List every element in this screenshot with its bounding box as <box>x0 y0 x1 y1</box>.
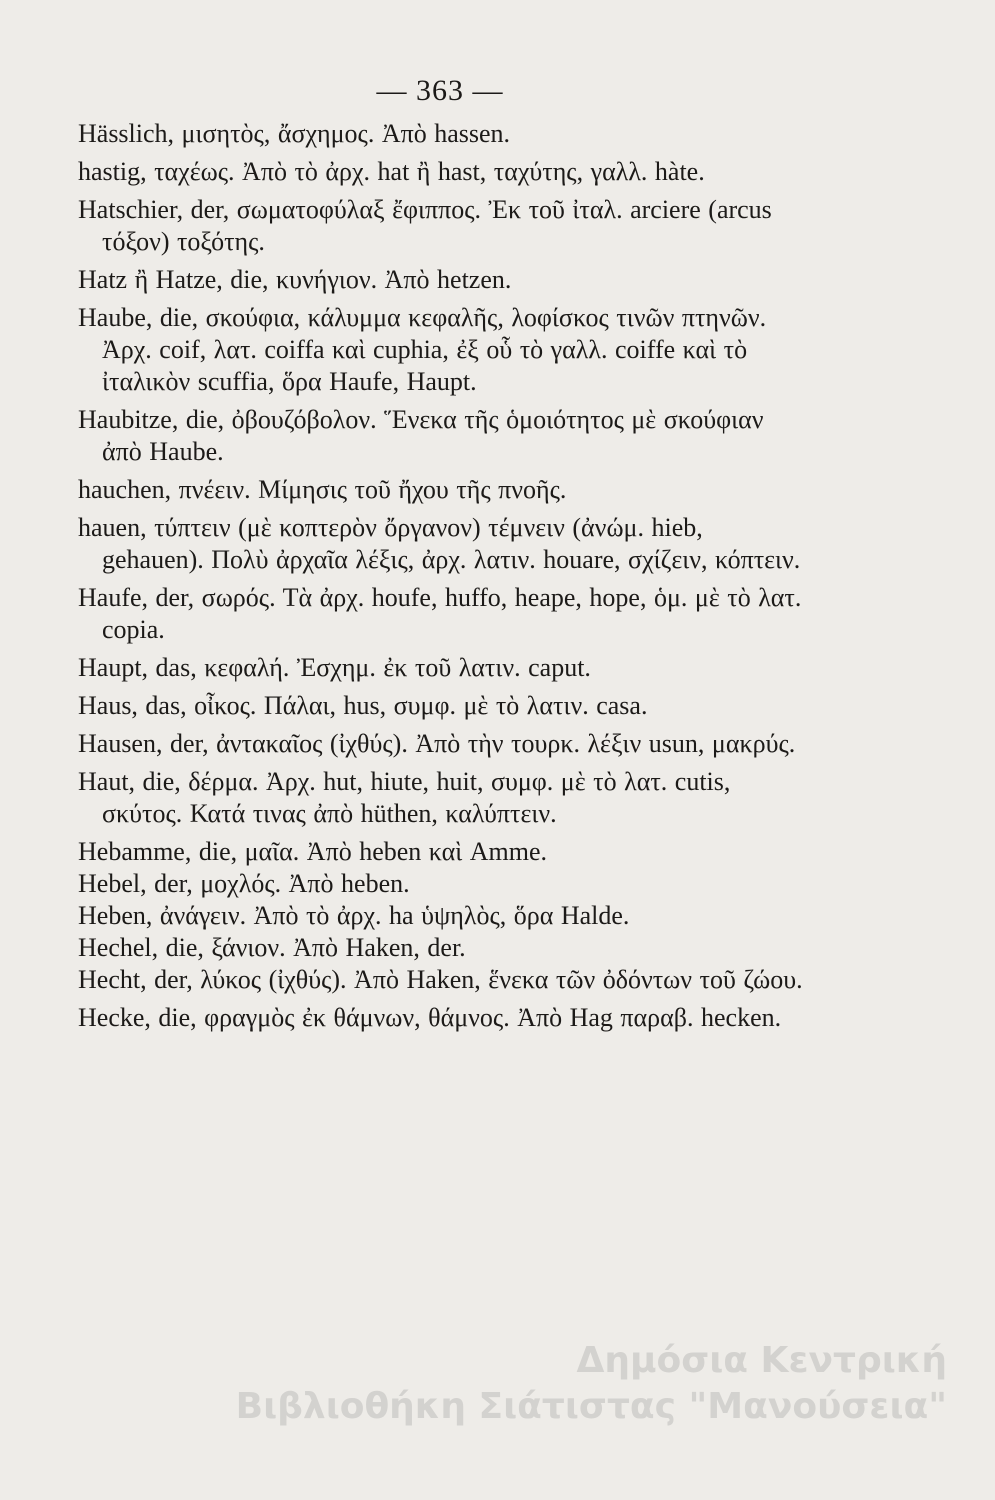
dictionary-entry: Hebel, der, μοχλός. Ἀπὸ heben. <box>78 869 410 898</box>
watermark-line-1: Δημόσια Κεντρική <box>576 1340 947 1381</box>
dictionary-entry: Hecht, der, λύκος (ἰχθύς). Ἀπὸ Haken, ἕνεκα τῶν ὀδόντων τοῦ ζώου. <box>78 965 803 994</box>
dictionary-entry: Hecke, die, φραγμὸς ἐκ θάμνων, θάμνος. Ἀπὸ Hag παραβ. hecken. <box>78 1003 782 1032</box>
dictionary-entry: Haufe, der, σωρός. Τὰ ἀρχ. houfe, huffo, heape, hope, ὁμ. μὲ τὸ λατ. copia. <box>78 583 809 644</box>
library-watermark <box>236 1338 947 1430</box>
dictionary-entry: Hässlich, μισητὸς, ἄσχημος. Ἀπὸ hassen. <box>78 119 511 148</box>
dictionary-entry: Hatz ἢ Hatze, die, κυνήγιον. Ἀπὸ hetzen. <box>78 265 512 294</box>
dictionary-entry: Hebamme, die, μαῖα. Ἀπὸ heben καὶ Amme. <box>78 837 548 866</box>
dictionary-entry: Haubitze, die, ὀβουζόβολον. Ἕνεκα τῆς ὁμοιότητος μὲ σκούφιαν ἀπὸ Haube. <box>78 405 772 466</box>
dictionary-entry: hastig, ταχέως. Ἀπὸ τὸ ἀρχ. hat ἢ hast, ταχύτης, γαλλ. hàte. <box>78 157 705 186</box>
dictionary-entry: Haus, das, οἶκος. Πάλαι, hus, συμφ. μὲ τὸ λατιν. casa. <box>78 691 648 720</box>
dictionary-entry: Heben, ἀνάγειν. Ἀπὸ τὸ ἀρχ. ha ὑψηλὸς, ὅρα Halde. <box>78 901 630 930</box>
watermark-line-2: Βιβλιοθήκη Σιάτιστας "Μανούσεια" <box>235 1386 947 1427</box>
dictionary-entry: Haube, die, σκούφια, κάλυμμα κεφαλῆς, λοφίσκος τινῶν πτηνῶν. Ἀρχ. coif, λατ. coiffa καὶ cuphia, ἐξ οὗ τὸ γαλλ. coiffe καὶ τὸ ἰταλικὸν scuffia, ὅρα Haufe, Haupt. <box>78 303 774 396</box>
dictionary-entry: Hatschier, der, σωματοφύλαξ ἔφιππος. Ἐκ τοῦ ἰταλ. arciere (arcus τόξον) τοξότης. <box>78 195 780 256</box>
dictionary-entry: Haut, die, δέρμα. Ἀρχ. hut, hiute, huit, συμφ. μὲ τὸ λατ. cutis, σκύτος. Κατά τινας ἀπὸ hüthen, καλύπτειν. <box>78 767 738 828</box>
dictionary-entry: hauchen, πνέειν. Μίμησις τοῦ ἤχου τῆς πνοῆς. <box>78 475 567 504</box>
dictionary-entry: Haupt, das, κεφαλή. Ἐσχημ. ἐκ τοῦ λατιν. caput. <box>78 653 591 682</box>
dictionary-entry: Hausen, der, ἀντακαῖος (ἰχθύς). Ἀπὸ τὴν τουρκ. λέξιν usun, μακρύς. <box>78 729 796 758</box>
dictionary-entries <box>78 118 809 1040</box>
dictionary-entry: Hechel, die, ξάνιον. Ἀπὸ Haken, der. <box>78 933 466 962</box>
dictionary-entry: hauen, τύπτειν (μὲ κοπτερὸν ὄργανον) τέμνειν (ἀνώμ. hieb, gehauen). Πολὺ ἀρχαῖα λέξις, ἀρχ. λατιν. houare, σχίζειν, κόπτειν. <box>78 513 801 574</box>
page-number: — 363 — <box>376 74 504 107</box>
